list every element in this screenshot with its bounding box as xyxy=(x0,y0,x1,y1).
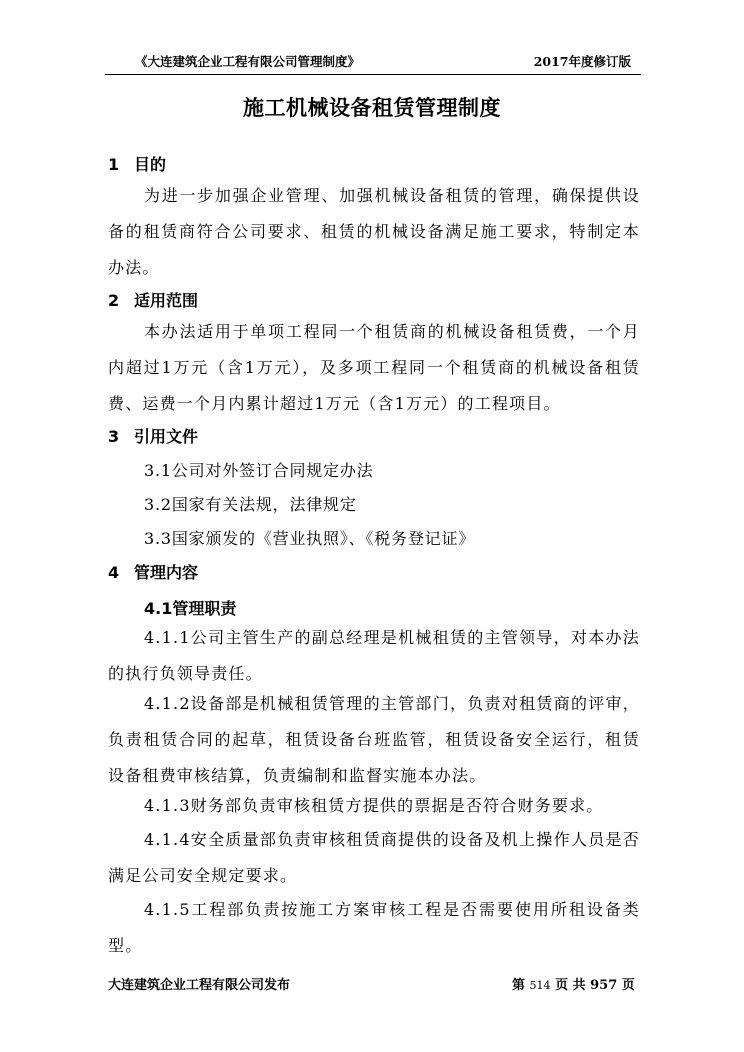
section-heading-4 xyxy=(108,560,198,583)
paragraph: 本办法适用于单项工程同一个租赁商的机械设备租赁费，一个月内超过1万元（含1万元），及多项工程同一个租赁商的机械设备租赁费、运费一个月内累计超过1万元（含1万元）的工程项目。 xyxy=(108,322,640,413)
paragraph: 4.1.3财务部负责审核租赁方提供的票据是否符合财务要求。 xyxy=(144,796,604,815)
paragraph: 4.1.2设备部是机械租赁管理的主管部门，负责对租赁商的评审，负责租赁合同的起草，租赁设备台班监管，租赁设备安全运行，租赁设备租费审核结算，负责编制和监督实施本办法。 xyxy=(108,694,640,785)
section-title: 管理内容 xyxy=(134,563,199,582)
page-title: 施工机械设备租赁管理制度 xyxy=(243,95,501,120)
header-version: 2017年度修订版 xyxy=(533,54,631,69)
section-number: 2 xyxy=(108,291,120,310)
section-title: 适用范围 xyxy=(134,291,199,310)
list-item: 3.3国家颁发的《营业执照》、《税务登记证》 xyxy=(144,529,476,548)
footer-publisher: 大连建筑企业工程有限公司发布 xyxy=(108,978,291,993)
section-number: 4 xyxy=(108,563,120,582)
section-title: 引用文件 xyxy=(134,427,199,446)
subsection-heading: 4.1管理职责 xyxy=(144,599,237,618)
section-heading-3 xyxy=(108,424,198,447)
page-separator: 页 共 xyxy=(555,978,586,993)
paragraph: 为进一步加强企业管理、加强机械设备租赁的管理，确保提供设备的租赁商符合公司要求、租赁的机械设备满足施工要求，特制定本办法。 xyxy=(108,186,640,277)
paragraph: 4.1.4安全质量部负责审核租赁商提供的设备及机上操作人员是否满足公司安全规定要求。 xyxy=(108,830,640,885)
page-header xyxy=(105,52,641,75)
paragraph: 4.1.1公司主管生产的副总经理是机械租赁的主管领导，对本办法的执行负领导责任。 xyxy=(108,628,640,683)
section-number: 3 xyxy=(108,427,120,446)
current-page: 514 xyxy=(529,979,551,992)
page-prefix: 第 xyxy=(512,978,526,993)
page-suffix: 页 xyxy=(621,978,635,993)
section-number: 1 xyxy=(108,155,120,174)
list-item: 3.2国家有关法规，法律规定 xyxy=(144,495,357,514)
paragraph: 4.1.5工程部负责按施工方案审核工程是否需要使用所租设备类型。 xyxy=(108,900,640,955)
footer-page-number xyxy=(512,974,635,993)
header-document-title: 《大连建筑企业工程有限公司管理制度》 xyxy=(135,54,361,69)
total-pages: 957 xyxy=(590,978,618,993)
section-title: 目的 xyxy=(134,155,167,174)
section-heading-2 xyxy=(108,288,198,311)
list-item: 3.1公司对外签订合同规定办法 xyxy=(144,461,374,480)
section-heading-1 xyxy=(108,152,166,175)
